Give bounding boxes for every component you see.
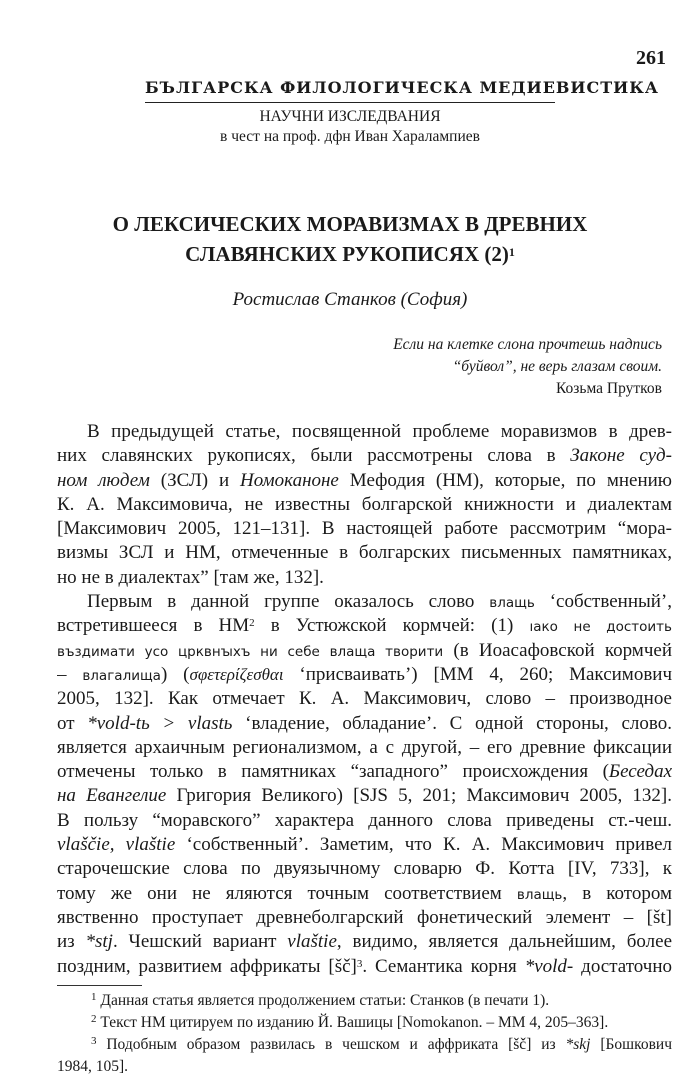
text-span: тому же они не яляются точным соответствием <box>57 882 517 904</box>
text-span: (ЗСЛ) и <box>149 469 241 491</box>
footnote-separator <box>57 985 142 986</box>
text-span: Подобным образом развилась в чешском и аффриката [šč] из <box>96 1036 566 1053</box>
footnote-mark[interactable]: 2 <box>91 1013 97 1026</box>
text-line <box>57 955 672 979</box>
text-span: (в Иоасафовской кормчей <box>443 639 672 661</box>
text-span: Текст НМ цитируем по изданию Й. Вашицы [Nomokanon. – ММ 4, 205–363]. <box>96 1014 609 1031</box>
footnote-line <box>57 990 672 1012</box>
text-line <box>57 906 672 930</box>
text-span: *skj <box>565 1036 591 1053</box>
footnote-mark[interactable]: 2 <box>249 617 255 630</box>
text-span: К. А. Максимовича, не известны болгарской книжности и диалектам <box>57 493 672 515</box>
text-span: встретившееся в НМ <box>57 615 250 637</box>
text-line <box>57 614 672 638</box>
text-span: 1984, 105]. <box>57 1058 129 1075</box>
text-line <box>57 930 672 954</box>
text-span: Законе суд- <box>570 445 672 467</box>
text-span: – <box>57 663 83 685</box>
footnote-mark[interactable]: 3 <box>356 957 363 970</box>
epigraph-line: Если на клетке слона прочтешь надпись <box>393 336 662 353</box>
text-span: Номоканоне <box>240 469 339 491</box>
text-span: но не в диалектах” [там же, 132]. <box>57 566 324 588</box>
text-span: ‘собственный’. Заметим, что К. А. Максимович привел <box>175 834 672 856</box>
text-span: [Бошкович <box>590 1036 672 1053</box>
text-line <box>57 857 672 881</box>
text-span: в Устюжской кормчей: (1) <box>254 615 530 637</box>
text-span: Мефодия (НМ), которые, по мнению <box>338 469 672 491</box>
text-span: В предыдущей статье, посвященной проблеме моравизмов в древ- <box>87 421 672 442</box>
text-span: ‘собственный’, <box>534 591 672 613</box>
text-span: *vold-tь > vlastь <box>87 712 233 734</box>
text-span: . Семантика корня <box>362 955 525 977</box>
text-span: ‘присваивать’) [ММ 4, 260; Максимович <box>283 663 672 685</box>
text-line <box>57 590 672 614</box>
text-span: ном людем <box>57 469 150 491</box>
article-title-line-2 <box>0 242 700 267</box>
journal-header: БЪЛГАРСКА ФИЛОЛОГИЧЕСКА МЕДИЕВИСТИКА <box>145 78 659 97</box>
text-line <box>57 784 672 808</box>
header-rule <box>145 102 555 103</box>
text-line <box>57 541 672 565</box>
text-span: Данная статья является продолжением статьи: Станков (в печати 1). <box>96 992 550 1009</box>
text-span: достаточно <box>573 955 672 977</box>
church-slavonic-text: влагалища <box>82 667 161 684</box>
title-text: СЛАВЯНСКИХ РУКОПИСЯХ (2) <box>185 242 509 266</box>
text-span: , видимо, является дальнейшим, более <box>336 931 672 953</box>
text-span: явственно проступает древнеболгарский фонетический элемент – [št] <box>57 906 672 928</box>
text-span: является архаичным регионализмом, а с другой, – его древние фиксации <box>57 736 672 758</box>
body-text <box>57 420 672 979</box>
text-span: визмы ЗСЛ и НМ, отмеченные в болгарских письменных памятниках, <box>57 542 672 564</box>
footnote-mark[interactable]: 3 <box>91 1035 97 1048</box>
text-line <box>57 639 672 663</box>
footnotes <box>57 990 672 1078</box>
text-line <box>57 444 672 468</box>
text-line <box>57 736 672 760</box>
text-line <box>57 760 672 784</box>
footnote-line <box>57 1034 672 1056</box>
text-line <box>57 882 672 906</box>
page-number: 261 <box>636 47 666 69</box>
footnote-line <box>57 1056 672 1078</box>
article-title-line-1: О ЛЕКСИЧЕСКИХ МОРАВИЗМАХ В ДРЕВНИХ <box>112 212 588 236</box>
footnote-mark[interactable]: 1 <box>91 991 97 1004</box>
text-span: [Максимович 2005, 121–131]. В настоящей работе рассмотрим “мора- <box>57 518 672 540</box>
dedication: в чест на проф. дфн Иван Харалампиев <box>220 128 480 145</box>
text-span: vlaščie, vlaštie <box>57 834 176 856</box>
text-span: 2005, 132]. Как отмечает К. А. Максимович, слово – производное <box>57 688 672 710</box>
text-span: *stj <box>85 931 113 953</box>
text-line <box>57 809 672 833</box>
text-span: . Чешский вариант <box>112 931 288 953</box>
text-span: Григория Великого) [SJS 5, 201; Максимович 2005, 132]. <box>166 785 672 807</box>
text-span: на Евангелие <box>57 785 167 807</box>
text-line <box>57 517 672 541</box>
epigraph-line: “буйвол”, не верь глазам своим. <box>452 358 662 375</box>
text-span: , в котором <box>562 882 672 904</box>
text-span: ) ( <box>160 663 190 685</box>
text-span: них славянских рукописях, были рассмотрены слова в <box>57 445 571 467</box>
text-line <box>57 663 672 687</box>
greek-text: σφετερίζεσθαι <box>189 664 284 684</box>
text-span: поздним, развитием аффрикаты [šč] <box>57 955 357 977</box>
text-line <box>57 712 672 736</box>
text-span: *vold- <box>524 955 574 977</box>
text-line <box>57 833 672 857</box>
title-footnote-mark[interactable]: 1 <box>508 244 515 259</box>
text-span: Первым в данной группе оказалось слово <box>87 591 490 613</box>
church-slavonic-text: влащь <box>489 595 535 612</box>
text-line <box>57 566 672 590</box>
text-span: ‘владение, обладание’. С одной стороны, слово. <box>232 712 672 734</box>
text-line <box>57 687 672 711</box>
text-span: старочешские слова по двуязычному словарю Ф. Котта [IV, 733], к <box>57 858 672 880</box>
footnote-line <box>57 1012 672 1034</box>
series-title: НАУЧНИ ИЗСЛЕДВАНИЯ <box>259 108 441 125</box>
text-span: отмечены только в памятниках “западного” происхождения ( <box>57 761 609 783</box>
epigraph-attribution: Козьма Прутков <box>555 380 662 397</box>
text-span: vlaštie <box>287 931 337 953</box>
text-line <box>57 493 672 517</box>
church-slavonic-text: влащь <box>516 886 563 903</box>
church-slavonic-text: ıако не достоить <box>529 619 672 636</box>
text-span: из <box>57 931 86 953</box>
text-span: от <box>57 712 88 734</box>
author: Ростислав Станков (София) <box>232 289 468 310</box>
text-line <box>57 420 672 444</box>
church-slavonic-text: въздимати усо црквнꙑхъ ни себе влаща творити <box>57 643 444 660</box>
text-span: Беседах <box>608 761 672 783</box>
text-span: В пользу “моравского” характера данного слова приведены ст.-чеш. <box>57 809 672 831</box>
text-line <box>57 469 672 493</box>
